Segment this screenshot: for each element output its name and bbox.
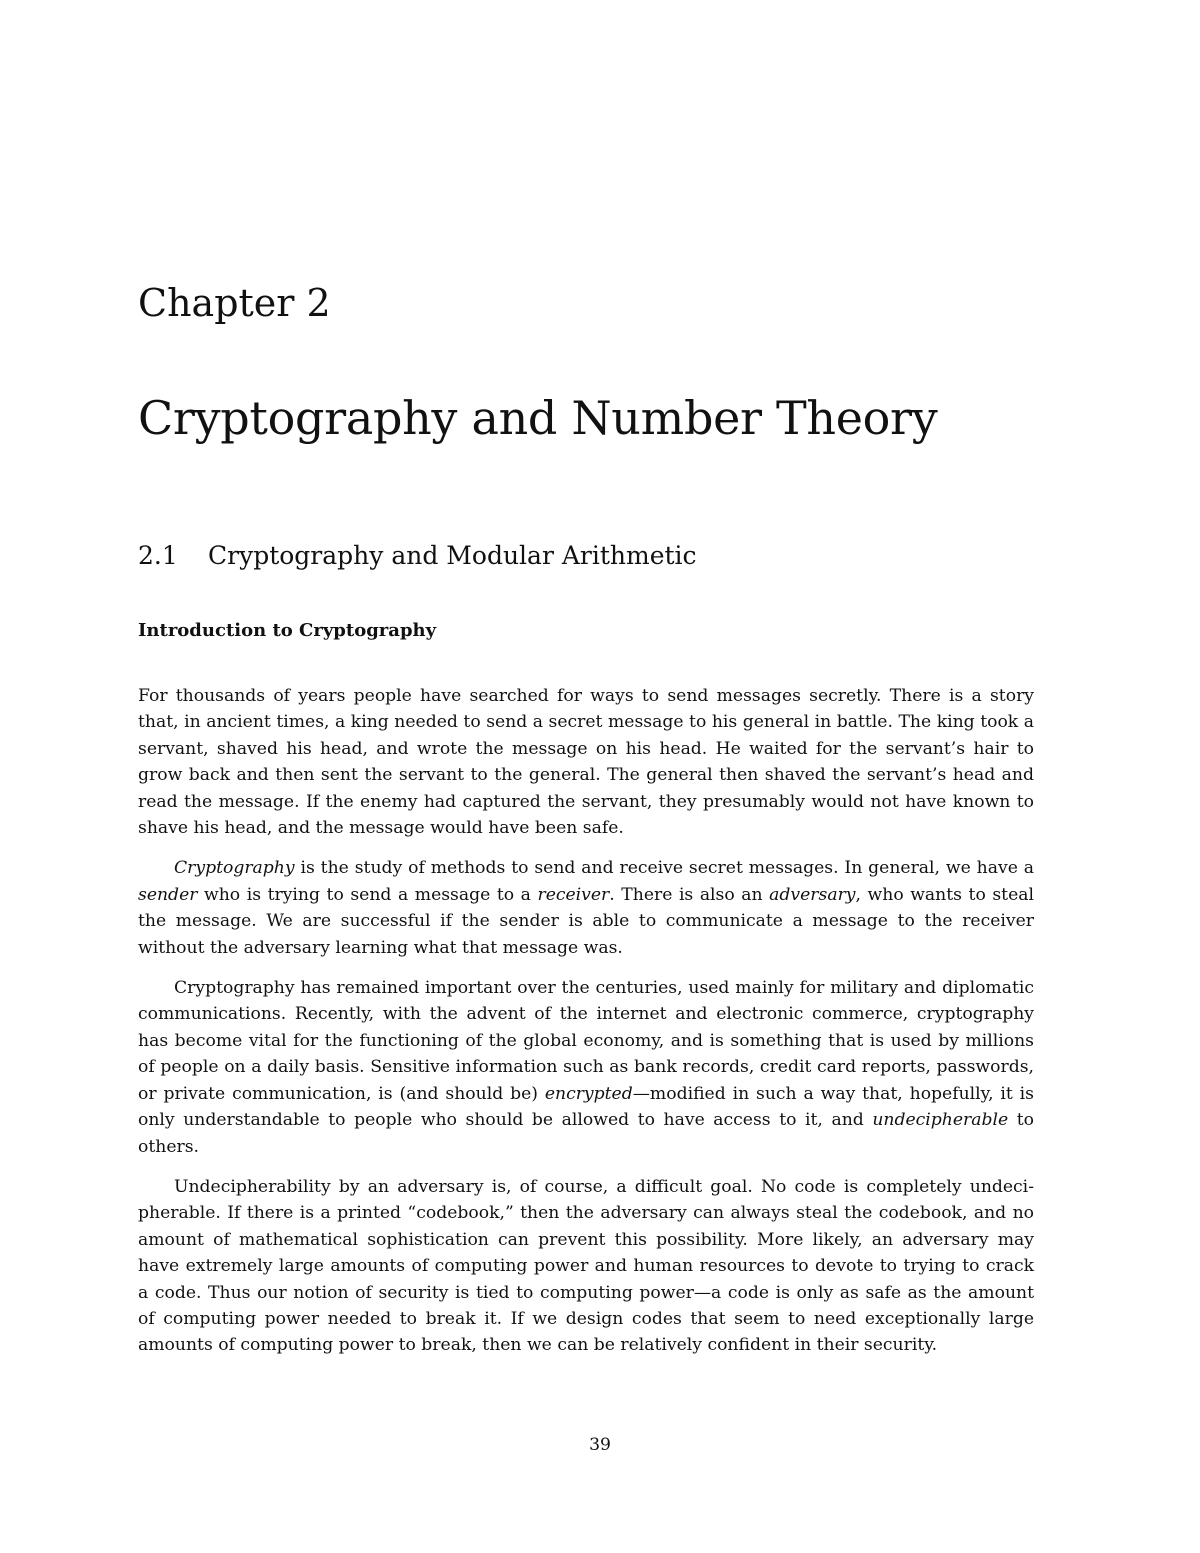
section-number: 2.1: [138, 541, 178, 570]
page-number: 39: [589, 1435, 611, 1455]
paragraph-3-text-1: Cryptography has remained important over the centuries, used mainly for military and diplomatic communications. Recently, with the advent of the internet and electronic commerce, cryptography has become vital for the functioning of the global economy, and is something that is used by millions of people on a daily basis. Sensitive information such as bank records, credit card reports, passwords, or private communication, is (and should be): [138, 978, 1034, 1104]
section-title: Cryptography and Modular Arithmetic: [208, 541, 697, 570]
paragraph-3-text-2: —modified in such a way that, hopefully, it is only understandable to people who should be allowed to have access to it, and: [138, 1083, 1034, 1131]
term-encrypted: encrypted: [544, 1083, 633, 1104]
chapter-label: Chapter 2: [138, 281, 331, 325]
paragraph-2: [138, 855, 1034, 961]
paragraph-3-text-3: to others.: [138, 1110, 1034, 1157]
term-cryptography: Cryptography: [174, 858, 295, 879]
paragraph-3: [138, 975, 1034, 1160]
section-heading: [138, 539, 697, 573]
subsection-heading: Introduction to Cryptography: [138, 620, 437, 641]
chapter-title: Cryptography and Number Theory: [138, 391, 938, 445]
body-text: [138, 683, 1034, 1373]
paragraph-2-text-3: . There is also an: [609, 884, 770, 905]
term-receiver: receiver: [537, 884, 610, 905]
paragraph-2-text-2: who is trying to send a message to a: [197, 884, 538, 905]
paragraph-2-text-4: , who wants to steal the message. We are successful if the sender is able to communicate a message to the receiver without the adversary learning what that message was.: [138, 884, 1034, 958]
term-sender: sender: [138, 884, 198, 905]
paragraph-2-text-1: is the study of methods to send and receive secret messages. In general, we have a: [294, 858, 1034, 879]
term-undecipherable: undecipherable: [872, 1110, 1009, 1131]
paragraph-4: Undecipherability by an adversary is, of course, a difficult goal. No code is completely undecipherable. If there is a printed “codebook,” then the adversary can always steal the codebook, and no amount of mathematical sophistication can prevent this possibility. More likely, an adversary may have extremely large amounts of computing power and human resources to devote to trying to crack a code. Thus our notion of security is tied to computing power—a code is only as safe as the amount of computing power needed to break it. If we design codes that seem to need exceptionally large amounts of computing power to break, then we can be relatively confident in their security.: [138, 1176, 1034, 1356]
paragraph-1: For thousands of years people have searched for ways to send messages secretly. There is a story that, in ancient times, a king needed to send a secret message to his general in battle. The king took a servant, shaved his head, and wrote the message on his head. He waited for the servant’s hair to grow back and then sent the servant to the general. The general then shaved the servant’s head and read the message. If the enemy had captured the servant, they presumably would not have known to shave his head, and the message would have been safe.: [138, 686, 1034, 839]
term-adversary: adversary: [769, 884, 856, 905]
